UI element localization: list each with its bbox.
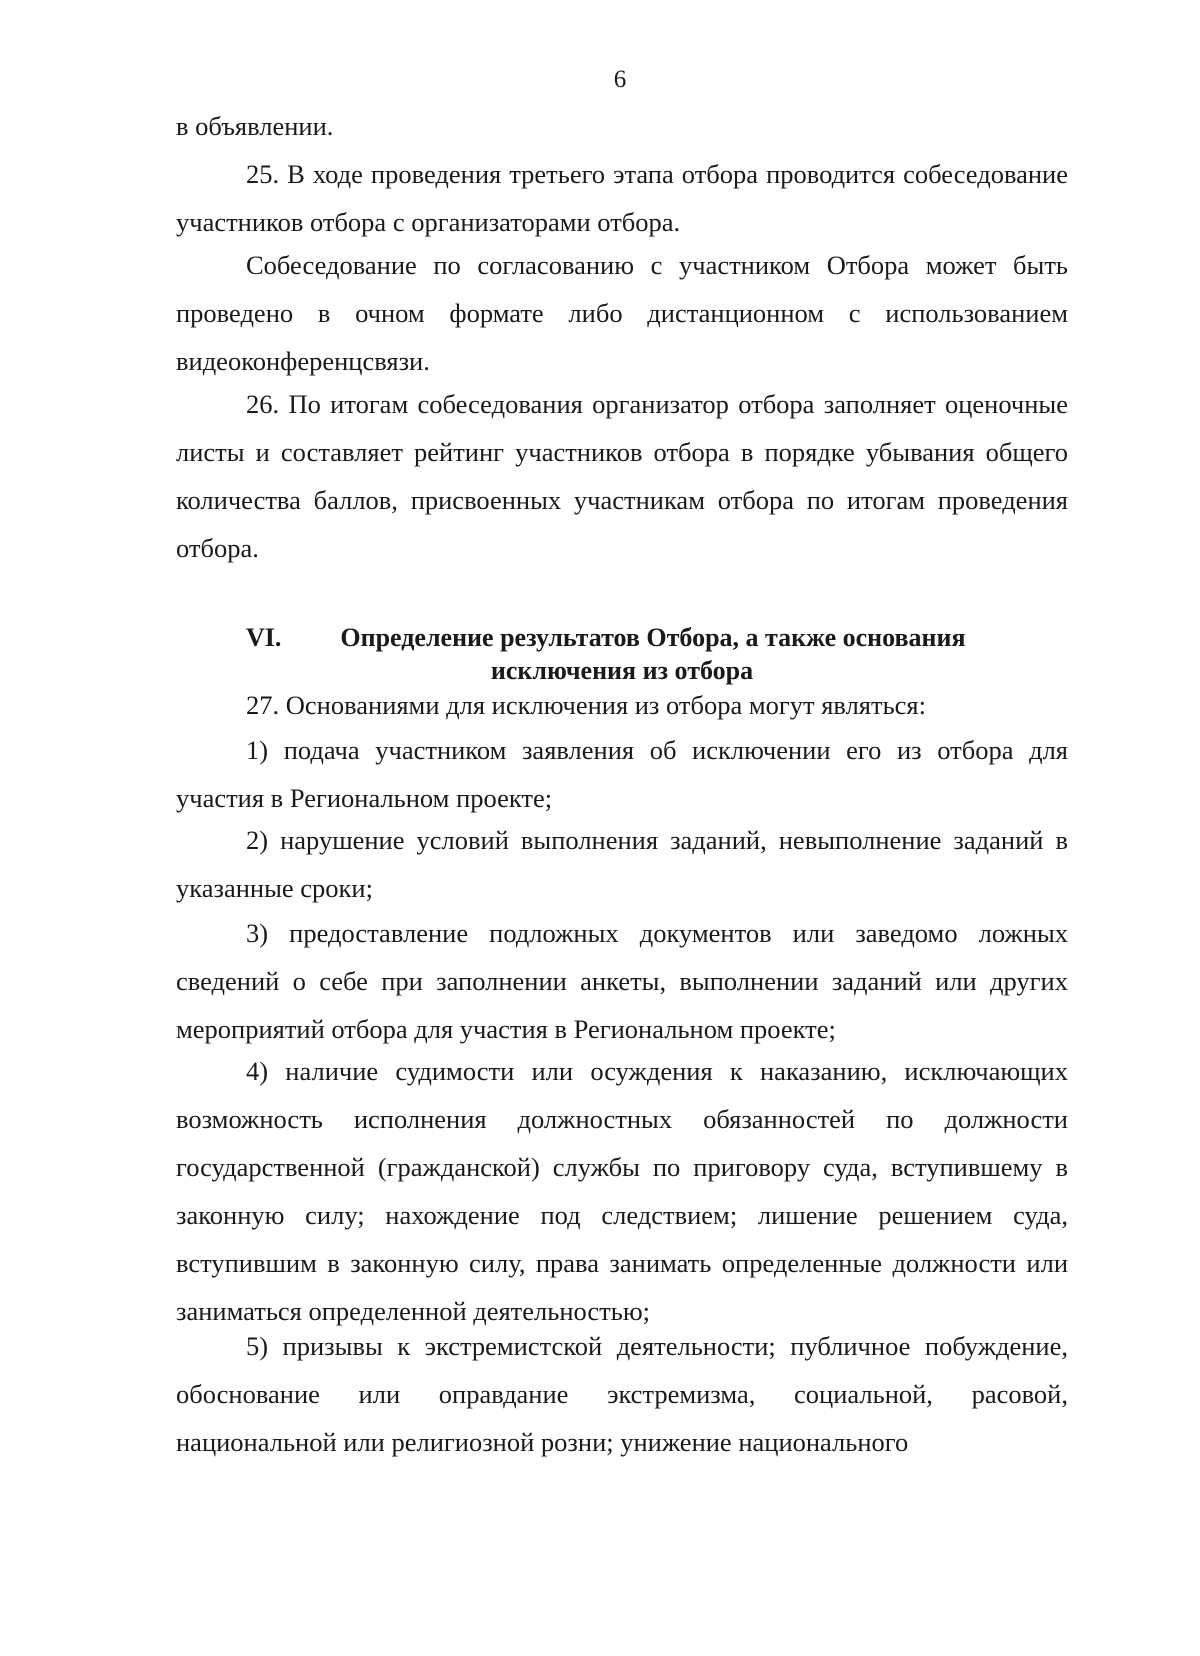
paragraph-26: 26. По итогам собеседования организатор отбора заполняет оценочные листы и составляет рейтинг участников отбора в порядке убывания общего количества баллов, присвоенных участникам отбора по итогам проведения отбора. xyxy=(176,389,1068,563)
paragraph-continuation: в объявлении. xyxy=(176,111,334,141)
section-heading xyxy=(176,621,1068,687)
section-title-line-2: исключения из отбора xyxy=(490,656,754,685)
list-item-3: 3) предоставление подложных документов или заведомо ложных сведений о себе при заполнении анкеты, выполнении заданий или других мероприятий отбора для участия в Региональном проекте; xyxy=(176,918,1068,1044)
list-item-5: 5) призывы к экстремистской деятельности; публичное побуждение, обоснование или оправдание экстремизма, социальной, расовой, национальной или религиозной розни; унижение национального xyxy=(176,1331,1068,1457)
list-item-4: 4) наличие судимости или осуждения к наказанию, исключающих возможность исполнения должностных обязанностей по должности государственной (гражданской) службы по приговору суда, вступившему в законную силу; нахождение под следствием; лишение решением суда, вступившим в законную силу, права занимать определенные должности или заниматься определенной деятельностью; xyxy=(176,1056,1068,1326)
section-number: VI. xyxy=(246,623,282,652)
paragraph-27: 27. Основаниями для исключения из отбора могут являться: xyxy=(246,690,926,720)
list-item-1: 1) подача участником заявления об исключении его из отбора для участия в Региональном проекте; xyxy=(176,735,1068,813)
paragraph-interview-format: Собеседование по согласованию с участником Отбора может быть проведено в очном формате либо дистанционном с использованием видеоконференцсвязи. xyxy=(176,250,1068,376)
section-title-line-1: Определение результатов Отбора, а также основания xyxy=(340,623,966,652)
paragraph-25: 25. В ходе проведения третьего этапа отбора проводится собеседование участников отбора с организаторами отбора. xyxy=(176,159,1068,237)
list-item-2: 2) нарушение условий выполнения заданий, невыполнение заданий в указанные сроки; xyxy=(176,825,1068,903)
page-number: 6 xyxy=(613,66,627,93)
